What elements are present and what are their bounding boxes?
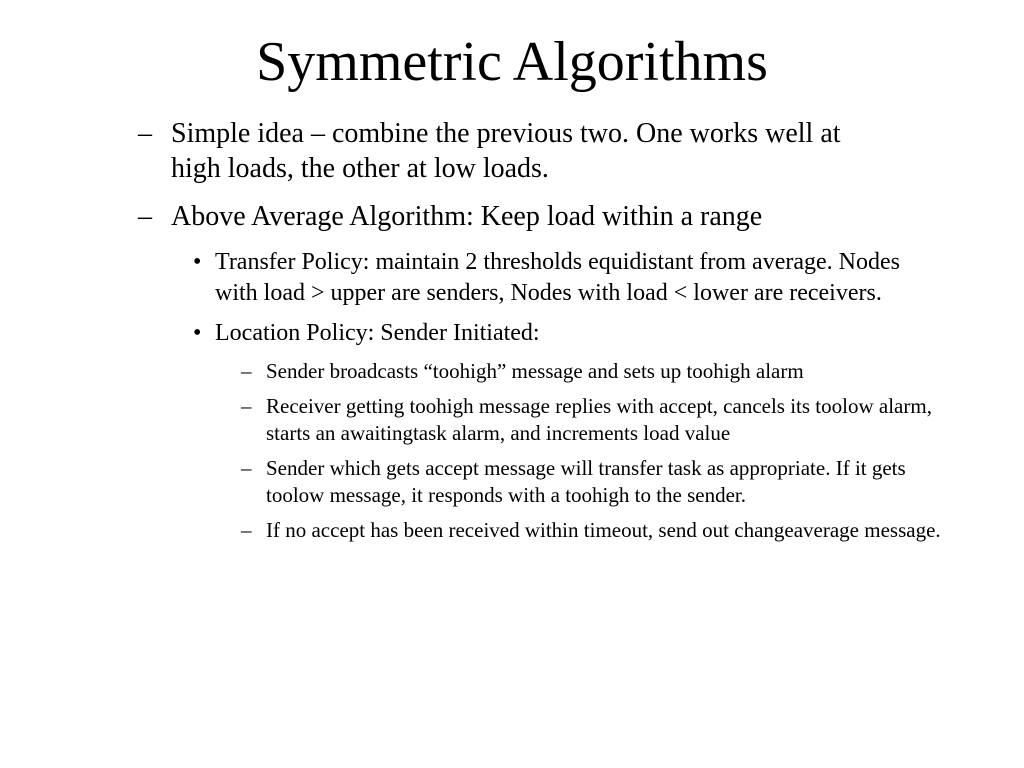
dash-marker: – — [241, 517, 252, 542]
dot-marker: • — [193, 249, 202, 275]
dot-marker: • — [193, 320, 202, 346]
bullet-text: Simple idea – combine the previous two. One works well at high loads, the other at low loads. — [171, 118, 841, 184]
bullet-text: Transfer Policy: maintain 2 thresholds equidistant from average. Nodes with load > upper are senders, Nodes with load < lower are receivers. — [215, 249, 900, 306]
bullet-receiver-replies — [0, 393, 946, 448]
bullet-text: Sender which gets accept message will transfer task as appropriate. If it gets toolow message, it responds with a toohigh to the sender. — [266, 455, 906, 507]
bullet-text: If no accept has been received within timeout, send out changeaverage message. — [266, 517, 941, 542]
bullet-sender-transfers — [0, 455, 946, 510]
slide-title: Symmetric Algorithms — [256, 31, 768, 93]
bullet-above-average — [0, 199, 891, 234]
slide-body — [0, 116, 1024, 551]
bullet-transfer-policy — [0, 247, 940, 309]
dash-marker: – — [241, 455, 252, 480]
dash-marker: – — [241, 393, 252, 418]
bullet-text: Receiver getting toohigh message replies with accept, cancels its toolow alarm, starts an awaitingtask alarm, and increments load value — [266, 393, 932, 445]
dash-marker: – — [241, 359, 252, 383]
bullet-location-policy — [0, 318, 940, 349]
dash-marker: – — [138, 118, 152, 149]
bullet-sender-broadcasts — [0, 358, 946, 386]
bullet-simple-idea — [0, 116, 891, 186]
bullet-text: Sender broadcasts “toohigh” message and sets up toohigh alarm — [266, 359, 804, 383]
bullet-timeout — [0, 517, 946, 545]
dash-marker: – — [138, 201, 152, 232]
bullet-text: Above Average Algorithm: Keep load within a range — [171, 201, 763, 232]
bullet-text: Location Policy: Sender Initiated: — [215, 320, 540, 346]
